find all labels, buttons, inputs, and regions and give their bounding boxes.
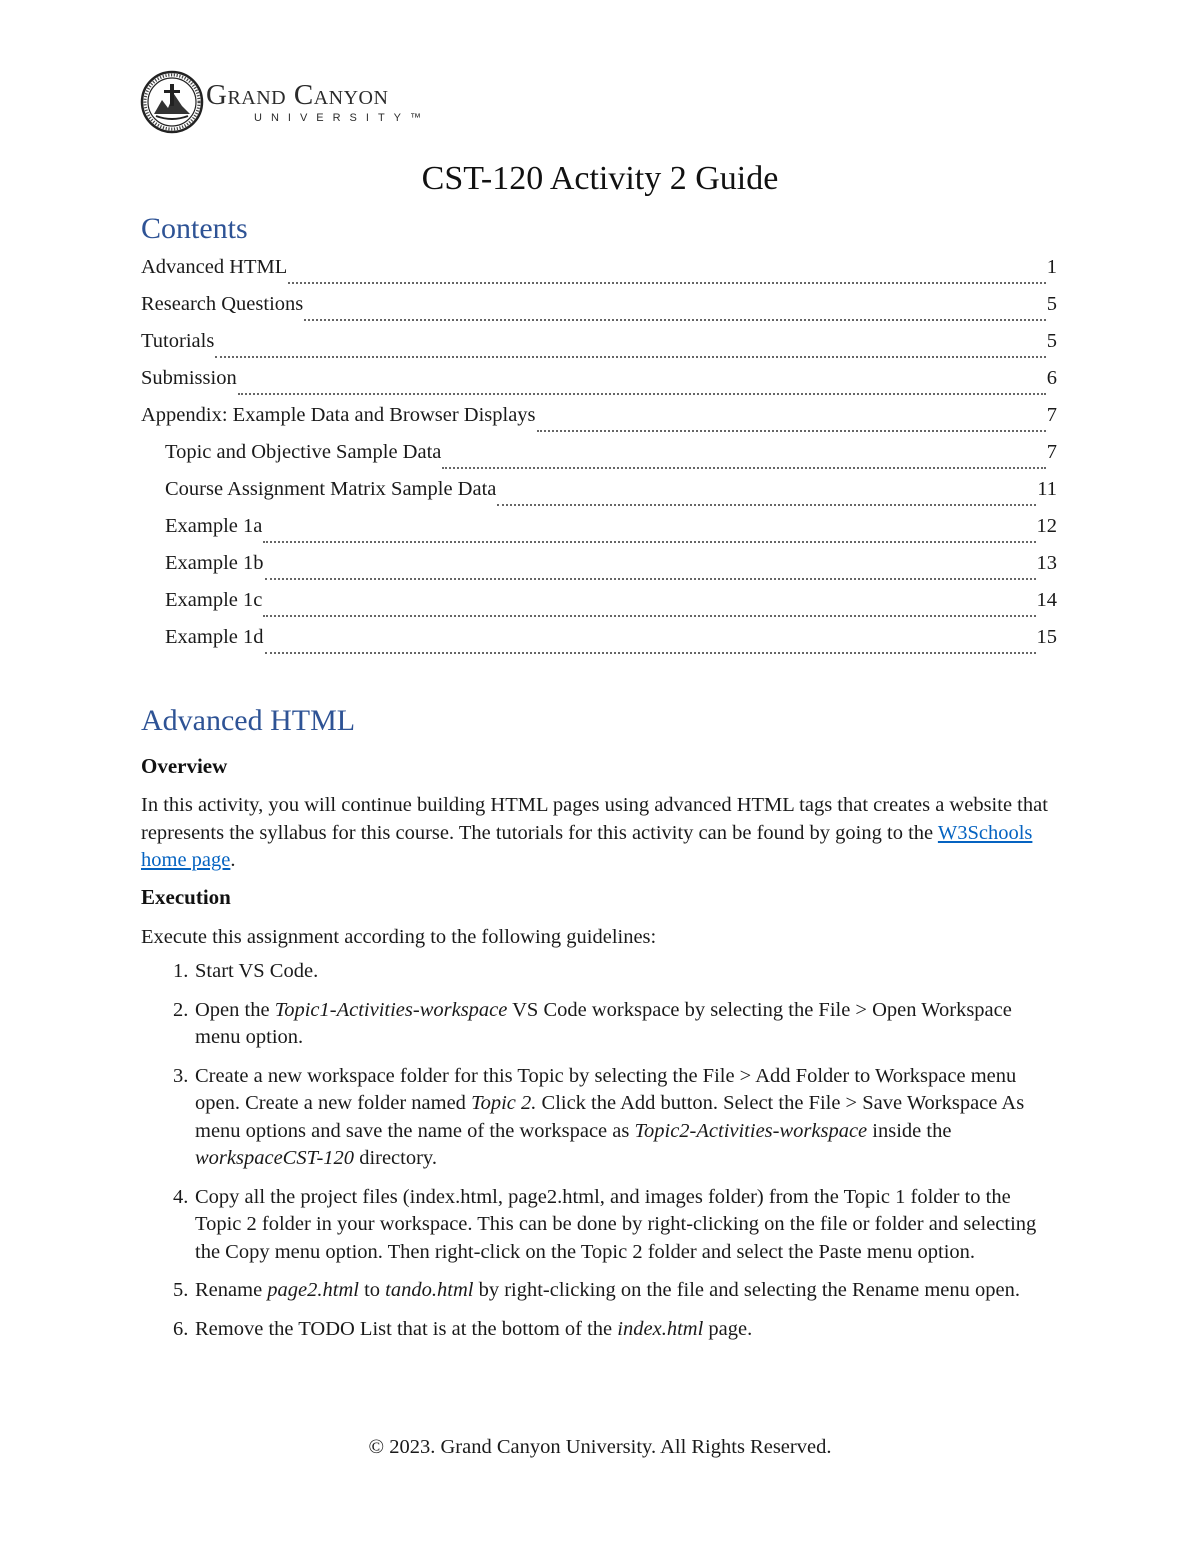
toc-entry-page: 5 [1046,330,1057,352]
list-item-text [195,1277,1061,1305]
execution-steps-list [141,958,1061,1354]
overview-text: In this activity, you will continue building HTML pages using advanced HTML tags that creates a website that represents the syllabus for this course. The tutorials for this activity can be found by going to the [141,794,1048,844]
list-item-text-segment: by right-clicking on the file and selecting the Rename menu open. [473,1279,1020,1301]
list-item-number-text: 4. [173,1185,189,1208]
toc-entry-page: 12 [1036,515,1057,537]
list-item-text-segment: page. [703,1317,753,1340]
list-item-number-text: 1. [173,960,189,982]
toc-entry[interactable] [141,256,1057,293]
toc-entry-label: Example 1d [165,626,264,648]
list-item-text-segment: Create a new workspace folder for this Topic by selecting the File > Add Folder to Workspace menu open. Create a new folder named [195,1064,1017,1114]
toc-entry-label: Example 1c [165,589,263,611]
contents-heading: Contents [141,212,248,245]
italic-term: Topic2-Activities-workspace [634,1119,868,1142]
italic-term: Topic 2. [471,1092,537,1114]
execution-heading: Execution [141,885,231,909]
toc-entry-label: Appendix: Example Data and Browser Displays [141,404,536,426]
overview-text-end: . [230,849,236,871]
university-logo [140,70,430,134]
list-item [141,997,1061,1052]
list-item-text-segment: Open the [195,998,275,1021]
toc-dot-leader [265,652,1036,654]
overview-heading: Overview [141,754,228,778]
toc-entry[interactable] [141,515,1057,552]
toc-entry[interactable] [141,589,1057,626]
italic-term: Topic1-Activities-workspace [274,998,508,1021]
list-item-text [195,1316,1061,1344]
list-item-number-text: 5. [173,1279,189,1301]
list-item-number-text: 2. [173,998,189,1021]
list-item-number-text: 3. [173,1064,189,1087]
toc-entry-page: 7 [1046,441,1057,463]
list-item-text-segment: to [358,1279,386,1301]
list-item-number [141,1184,195,1267]
list-item-text-segment: inside the [867,1119,952,1142]
w3schools-link[interactable]: W3Schools home page [141,821,1033,871]
toc-entry-page: 13 [1036,552,1057,574]
list-item-number-text: 6. [173,1317,189,1340]
list-item-text [195,997,1061,1052]
list-item-text [195,1063,1061,1173]
italic-term: workspaceCST-120 [195,1147,355,1169]
list-item [141,1277,1061,1305]
toc-entry[interactable] [141,441,1057,478]
copyright-footer: © 2023. Grand Canyon University. All Rights Reserved. [368,1436,832,1458]
italic-term: tando.html [385,1279,474,1301]
toc-entry[interactable] [141,552,1057,589]
university-wordmark [206,80,430,124]
list-item-number [141,958,195,986]
toc-dot-leader [215,356,1045,358]
toc-entry[interactable] [141,293,1057,330]
toc-entry-label: Course Assignment Matrix Sample Data [165,478,497,500]
toc-dot-leader [442,467,1045,469]
toc-entry-label: Research Questions [141,293,304,315]
document-title: CST-120 Activity 2 Guide [421,160,779,197]
toc-entry-page: 11 [1037,478,1057,500]
list-item [141,1063,1061,1173]
list-item-number [141,1316,195,1344]
list-item-text-segment: Copy all the project files (index.html, page2.html, and images folder) from the Topic 1 folder to the Topic 2 folder in your workspace. This can be done by right-clicking on the file or folder and selecting the Copy menu option. Then right-click on the Topic 2 folder and select the Paste menu option. [195,1185,1037,1263]
list-item [141,1184,1061,1267]
list-item-number [141,1277,195,1305]
list-item-text [195,1184,1061,1267]
toc-entry-page: 7 [1046,404,1057,426]
toc-entry[interactable] [141,626,1057,663]
italic-term: page2.html [267,1279,359,1301]
list-item-number [141,997,195,1052]
toc-entry-label: Example 1a [165,515,263,537]
list-item [141,1316,1061,1344]
toc-dot-leader [263,541,1035,543]
toc-dot-leader [263,615,1035,617]
toc-entry-label: Example 1b [165,552,264,574]
toc-entry[interactable] [141,330,1057,367]
university-seal-icon [140,70,204,134]
toc-entry-page: 1 [1046,256,1057,278]
list-item-text-segment: Click the Add button. Select the File > Save Workspace As menu options and save the name of the workspace as [195,1092,1025,1142]
university-subtitle: UNIVERSITY™ [254,112,431,124]
list-item-text-segment: directory. [354,1147,437,1169]
toc-entry-label: Submission [141,367,237,389]
table-of-contents [141,256,1057,663]
toc-entry[interactable] [141,404,1057,441]
toc-entry-page: 6 [1046,367,1057,389]
toc-entry[interactable] [141,367,1057,404]
toc-entry-label: Tutorials [141,330,215,352]
toc-entry[interactable] [141,478,1057,515]
list-item [141,958,1061,986]
toc-entry-label: Topic and Objective Sample Data [165,441,442,463]
list-item-text-segment: Start VS Code. [195,960,319,982]
toc-dot-leader [497,504,1036,506]
toc-dot-leader [537,430,1046,432]
toc-dot-leader [238,393,1046,395]
toc-dot-leader [304,319,1046,321]
list-item-text-segment: Rename [195,1279,268,1301]
toc-entry-label: Advanced HTML [141,256,288,278]
italic-term: index.html [617,1317,704,1340]
list-item-number [141,1063,195,1173]
overview-paragraph [141,792,1061,875]
advanced-html-heading: Advanced HTML [141,704,356,737]
university-name: Grand Canyon [206,79,389,111]
toc-entry-page: 14 [1036,589,1057,611]
list-item-text-segment: Remove the TODO List that is at the bottom of the [195,1317,618,1340]
toc-entry-page: 15 [1036,626,1057,648]
toc-entry-page: 5 [1046,293,1057,315]
toc-dot-leader [265,578,1036,580]
toc-dot-leader [288,282,1045,284]
execution-intro: Execute this assignment according to the following guidelines: [141,926,657,948]
list-item-text-segment: VS Code workspace by selecting the File > Open Workspace menu option. [195,998,1012,1048]
list-item-text [195,958,1061,986]
